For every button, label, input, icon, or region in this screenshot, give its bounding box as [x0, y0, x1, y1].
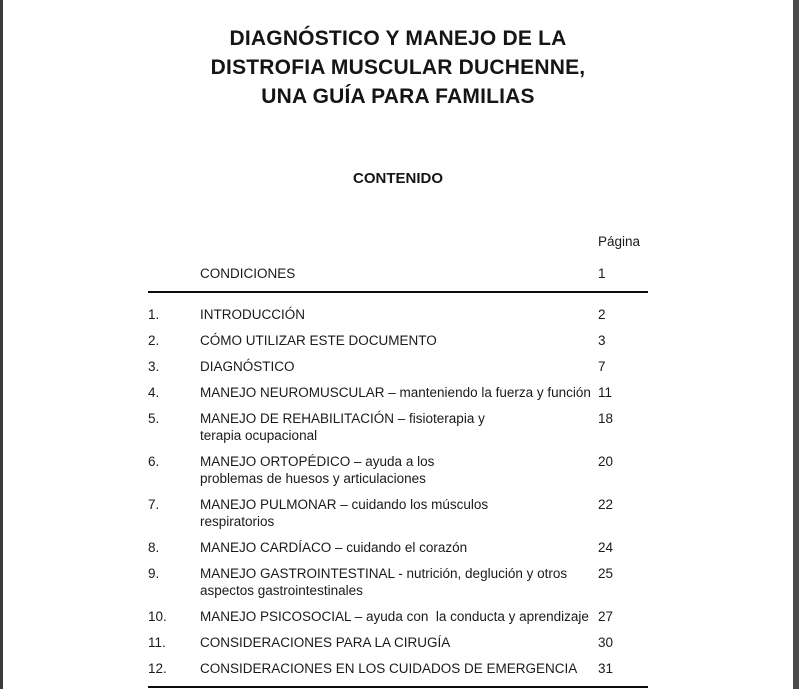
toc-row: [148, 660, 648, 677]
toc-row-title: CÓMO UTILIZAR ESTE DOCUMENTO: [200, 333, 437, 348]
toc-row-page: 25: [598, 566, 614, 581]
document-title-line-2: DISTROFIA MUSCULAR DUCHENNE,: [210, 56, 586, 79]
toc-row-title: MANEJO DE REHABILITACIÓN – fisioterapia y terapia ocupacional: [200, 411, 485, 443]
document-title: [148, 24, 648, 111]
toc-entries: [148, 306, 648, 677]
toc-row: [148, 306, 648, 323]
toc-row-page: 2: [598, 307, 606, 322]
toc-row-page: 1: [598, 266, 606, 281]
toc-row: [148, 453, 648, 487]
toc-row: [148, 608, 648, 625]
toc-row-title: MANEJO PULMONAR – cuidando los músculos respiratorios: [200, 497, 489, 529]
toc-row-title: DIAGNÓSTICO: [200, 359, 295, 374]
divider-top: [148, 291, 648, 293]
toc-row-title: MANEJO GASTROINTESTINAL - nutrición, deglución y otros aspectos gastrointestinales: [200, 566, 568, 598]
document-page: [148, 0, 648, 688]
toc-row-page: 3: [598, 333, 606, 348]
toc-row-page: 20: [598, 454, 614, 469]
toc-row-page: 11: [598, 385, 613, 400]
toc-row-number: 6.: [148, 454, 160, 469]
page-column-header: Página: [598, 234, 641, 249]
toc-row-number: 11.: [148, 635, 166, 650]
toc-row-number: 2.: [148, 333, 160, 348]
toc-row-number: 10.: [148, 609, 167, 624]
toc-row-title: MANEJO CARDÍACO – cuidando el corazón: [200, 540, 468, 555]
toc-row: [148, 332, 648, 349]
toc-row-title: MANEJO PSICOSOCIAL – ayuda con la conducta y aprendizaje: [200, 609, 589, 624]
toc-row-page: 7: [598, 359, 606, 374]
toc-row: [148, 634, 648, 651]
toc-row: [148, 410, 648, 444]
divider-bottom: [148, 686, 648, 688]
toc-row-page: 24: [598, 540, 614, 555]
toc-row-page: 27: [598, 609, 614, 624]
document-title-line-3: UNA GUÍA PARA FAMILIAS: [261, 85, 535, 108]
document-title-line-1: DIAGNÓSTICO Y MANEJO DE LA: [229, 27, 567, 50]
toc-row-number: 1.: [148, 307, 160, 322]
toc-row-page: 30: [598, 635, 614, 650]
toc-row-page: 18: [598, 411, 614, 426]
toc-row-page: 31: [598, 661, 614, 676]
viewer-left-edge: [0, 0, 3, 689]
contents-heading: CONTENIDO: [353, 170, 443, 187]
toc-row-number: 3.: [148, 359, 160, 374]
toc-row-preamble: [148, 265, 648, 282]
toc-row-title: CONSIDERACIONES EN LOS CUIDADOS DE EMERGENCIA: [200, 661, 578, 676]
toc-row: [148, 565, 648, 599]
toc-row-title: INTRODUCCIÓN: [200, 307, 305, 322]
toc-row: [148, 358, 648, 375]
toc-row-number: 7.: [148, 497, 160, 512]
toc-row: [148, 539, 648, 556]
table-of-contents: [148, 233, 648, 688]
toc-row: [148, 496, 648, 530]
toc-row-number: 4.: [148, 385, 160, 400]
toc-row-number: 8.: [148, 540, 160, 555]
toc-row-number: 5.: [148, 411, 160, 426]
toc-row-title: MANEJO ORTOPÉDICO – ayuda a los problemas de huesos y articulaciones: [200, 454, 435, 486]
toc-row: [148, 384, 648, 401]
viewer-right-edge: [793, 0, 799, 689]
toc-row-title: CONDICIONES: [200, 266, 296, 281]
toc-row-page: 22: [598, 497, 614, 512]
toc-row-title: CONSIDERACIONES PARA LA CIRUGÍA: [200, 635, 451, 650]
toc-row-number: 9.: [148, 566, 160, 581]
toc-row-number: 12.: [148, 661, 167, 676]
toc-row-title: MANEJO NEUROMUSCULAR – manteniendo la fuerza y función: [200, 385, 591, 400]
